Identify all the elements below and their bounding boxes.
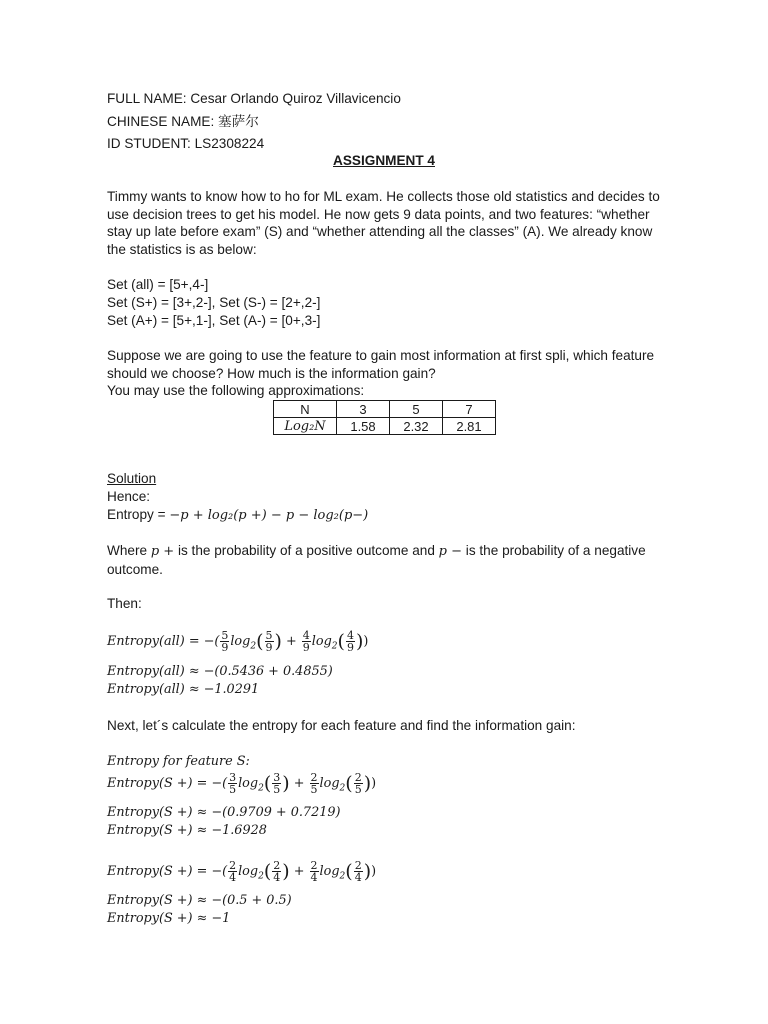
entropy-s-plus-equation: Entropy(S +) = −( $\frac{3}{5}$ $\log_2$( $\frac{3}{5}$ ) + $\frac{2}{5}$ $\log_2$( $\frac{2}{5}$ )) <box>107 771 377 796</box>
entropy-formula: −p + log₂(p +) − p − log₂(p−) <box>169 508 369 523</box>
table-cell: 7 <box>443 401 496 418</box>
numerator: 2 <box>273 859 281 872</box>
equation-text: Entropy for feature S: <box>107 754 250 769</box>
entropy-all-equation: Entropy(all) = −( $\frac{5}{9}$ $\log_2$( $\frac{5}{9}$ ) + $\frac{4}{9}$ $\log_2$( $\frac{4}{9}$ )) <box>107 629 369 654</box>
denominator: 9 <box>302 641 310 654</box>
fraction <box>228 772 237 795</box>
equation-text: Entropy(S +) ≈ −1.6928 <box>107 823 267 838</box>
log2-symbol: $\log_2$ <box>311 634 338 652</box>
log2-symbol: $\log_2$ <box>238 776 264 794</box>
fraction <box>302 630 311 653</box>
numerator: 2 <box>229 859 237 872</box>
numerator: 2 <box>310 859 318 872</box>
fraction <box>346 630 355 653</box>
fraction <box>272 860 281 883</box>
denominator: 5 <box>354 783 362 796</box>
table-cell: 3 <box>337 401 390 418</box>
fraction <box>265 630 274 653</box>
approximation-table <box>273 400 496 435</box>
chinese-name-line: CHINESE NAME: 塞萨尔 <box>107 114 259 129</box>
table-row <box>274 418 496 435</box>
denominator: 5 <box>310 783 318 796</box>
entropy-all-approx <box>107 663 333 681</box>
table-row <box>274 401 496 418</box>
entropy-s-plus-result <box>107 822 267 840</box>
entropy-label: Entropy = <box>107 507 170 522</box>
equation-lhs: Entropy(all) = −( <box>107 634 220 649</box>
where-text: Where <box>107 543 151 558</box>
assignment-title: ASSIGNMENT 4 <box>333 153 435 168</box>
entropy-all-result <box>107 681 259 699</box>
fraction <box>354 772 363 795</box>
p-plus-symbol: p + <box>150 544 175 559</box>
equation-text: Entropy(S +) ≈ −1 <box>107 911 231 926</box>
p-minus-symbol: p − <box>438 544 463 559</box>
table-cell: N <box>274 401 337 418</box>
numerator: 5 <box>221 629 229 642</box>
full-name-line: FULL NAME: Cesar Orlando Quiroz Villavicencio <box>107 91 401 106</box>
set-all: Set (all) = [5+,4-] <box>107 277 209 292</box>
solution-heading: Solution <box>107 471 157 486</box>
feature-s-heading <box>107 753 250 771</box>
table-cell: 2.32 <box>390 418 443 435</box>
hence-label: Hence: <box>107 489 151 504</box>
denominator: 9 <box>346 641 354 654</box>
equation-text: Entropy(S +) ≈ −(0.9709 + 0.7219) <box>107 805 341 820</box>
problem-paragraph: Timmy wants to know how to ho for ML exam. He collects those old statistics and decides to use decision trees to get his model. He now gets 9 data points, and two features: “whether stay up late before exam” (S) and “whether attending all the classes” (A). We already know the statistics is as below: <box>107 189 660 257</box>
table-cell: 1.58 <box>337 418 390 435</box>
equation-text: Entropy(all) ≈ −(0.5436 + 0.4855) <box>107 664 333 679</box>
denominator: 4 <box>310 871 318 884</box>
fraction <box>310 772 319 795</box>
entropy-s-second-approx <box>107 892 292 910</box>
numerator: 2 <box>310 771 318 784</box>
numerator: 4 <box>302 629 310 642</box>
equation-text: Entropy(S +) ≈ −(0.5 + 0.5) <box>107 893 292 908</box>
fraction <box>272 772 281 795</box>
fraction <box>220 630 229 653</box>
question-paragraph: Suppose we are going to use the feature to gain most information at first spli, which feature should we choose? How much is the information gain? <box>107 348 655 381</box>
entropy-s-second-result <box>107 910 230 928</box>
equation-text: Entropy(all) ≈ −1.0291 <box>107 682 260 697</box>
where-text: is the probability of a negative outcome. <box>107 543 646 577</box>
entropy-definition <box>107 506 368 525</box>
denominator: 5 <box>273 783 281 796</box>
fraction <box>354 860 363 883</box>
approx-intro: You may use the following approximations: <box>107 383 365 398</box>
log2-symbol: $\log_2$ <box>230 634 257 652</box>
set-s: Set (S+) = [3+,2-], Set (S-) = [2+,2-] <box>107 295 321 310</box>
table-cell: Log₂N <box>274 418 337 435</box>
log2-symbol: $\log_2$ <box>238 864 264 882</box>
denominator: 4 <box>229 871 237 884</box>
next-paragraph: Next, let´s calculate the entropy for each feature and find the information gain: <box>107 718 576 733</box>
where-text: is the probability of a positive outcome and <box>174 543 439 558</box>
entropy-s-second-equation: Entropy(S +) = −( $\frac{2}{4}$ $\log_2$( $\frac{2}{4}$ ) + $\frac{2}{4}$ $\log_2$( $\frac{2}{4}$ )) <box>107 859 377 884</box>
entropy-s-plus-approx <box>107 804 341 822</box>
table-cell: 2.81 <box>443 418 496 435</box>
log2-symbol: $\log_2$ <box>319 776 346 794</box>
denominator: 4 <box>354 871 362 884</box>
set-a: Set (A+) = [5+,1-], Set (A-) = [0+,3-] <box>107 313 321 328</box>
denominator: 4 <box>273 871 281 884</box>
then-label: Then: <box>107 596 142 611</box>
numerator: 5 <box>265 629 273 642</box>
numerator: 4 <box>346 629 354 642</box>
equation-lhs: Entropy(S +) = −( <box>107 776 228 791</box>
fraction <box>228 860 237 883</box>
denominator: 9 <box>265 641 273 654</box>
numerator: 2 <box>354 771 362 784</box>
numerator: 3 <box>273 771 281 784</box>
where-paragraph <box>107 542 667 578</box>
table-cell: 5 <box>390 401 443 418</box>
log2-symbol: $\log_2$ <box>319 864 346 882</box>
denominator: 5 <box>229 783 237 796</box>
fraction <box>310 860 319 883</box>
numerator: 3 <box>229 771 237 784</box>
equation-lhs: Entropy(S +) = −( <box>107 864 228 879</box>
numerator: 2 <box>354 859 362 872</box>
student-id-line: ID STUDENT: LS2308224 <box>107 136 265 151</box>
denominator: 9 <box>221 641 229 654</box>
